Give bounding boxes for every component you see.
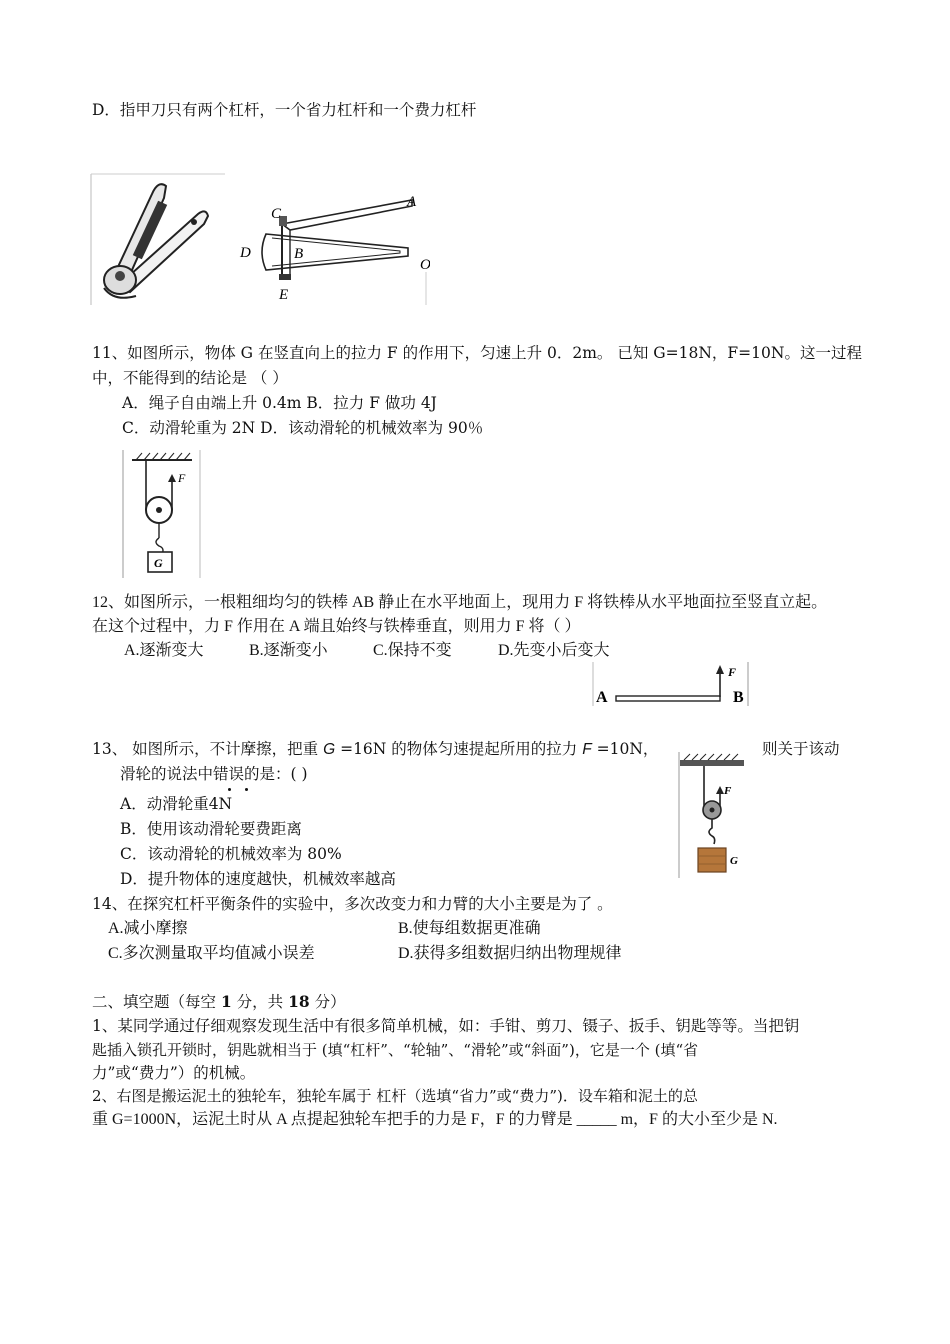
q11-stem-line1: 11、如图所示，物体 G 在竖直向上的拉力 F 的作用下，匀速上升 0．2m。 已知 G=18N，F=10N。这一过程 — [92, 344, 862, 362]
q12-label-b: B — [733, 689, 744, 706]
label-e: E — [279, 287, 289, 303]
q13-label-g: G — [730, 855, 738, 867]
q12-option-a: A.逐渐变大 — [124, 642, 204, 659]
section2-heading-n2: 18 — [288, 992, 310, 1011]
q11-label-f: F — [178, 471, 186, 485]
section2-heading-post: 分） — [309, 993, 346, 1011]
q13-stem-part2: =16N 的物体匀速提起所用的拉力 — [335, 740, 583, 758]
label-b: B — [294, 246, 304, 262]
s2-q1-line2: 匙插入锁孔开锁时，钥匙就相当于 (填“杠杆”、“轮轴”、“滑轮”或“斜面”)，它是一个 (填“省 — [92, 1041, 699, 1059]
q13-stem-line1 — [92, 739, 658, 760]
label-a: A — [407, 194, 417, 210]
label-c: C — [271, 206, 282, 222]
nail-clipper-svg — [90, 172, 430, 306]
s2-q2-line1: 2、右图是搬运泥土的独轮车，独轮车属于 杠杆（选填“省力”或“费力”)．设车箱和泥土的总 — [92, 1087, 698, 1105]
emphasis-dot — [228, 788, 231, 791]
q11-pulley-figure — [122, 450, 202, 578]
q13-stem-tail: 则关于该动 — [762, 740, 840, 758]
q11-options-line2: C．动滑轮重为 2N D．该动滑轮的机械效率为 90％ — [122, 419, 484, 437]
emphasis-dot — [245, 788, 248, 791]
q13-option-a: A．动滑轮重4N — [120, 795, 233, 813]
q11-label-g: G — [154, 556, 163, 570]
label-o: O — [420, 257, 430, 273]
q12-rod-svg — [592, 662, 752, 706]
q13-stem-part3: =10N， — [591, 740, 659, 758]
q13-stem-line2: 滑轮的说法中错误的是：( ) — [120, 765, 308, 783]
q14-option-a: A.减小摩擦 — [108, 920, 188, 937]
q14-option-b: B.使每组数据更准确 — [398, 920, 541, 937]
q13-option-b: B．使用该动滑轮要费距离 — [120, 820, 302, 838]
q14-option-d: D.获得多组数据归纳出物理规律 — [398, 945, 622, 962]
section2-heading — [92, 992, 346, 1012]
section2-heading-n1: 1 — [220, 992, 232, 1011]
q13-stem-f: F — [582, 741, 592, 758]
section2-heading-pre: 二、填空题（每空 — [92, 993, 221, 1011]
q10-option-d: D．指甲刀只有两个杠杆，一个省力杠杆和一个费力杠杆 — [92, 101, 477, 119]
q13-option-c: C．该动滑轮的机械效率为 80% — [120, 845, 342, 863]
q13-pulley-figure — [678, 752, 750, 878]
q14-option-c: C.多次测量取平均值减小误差 — [108, 945, 315, 962]
s2-q2-line2: 重 G=1000N，运泥土时从 A 点提起独轮车把手的力是 F，F 的力臂是 _____ m，F 的大小至少是 N. — [92, 1111, 778, 1128]
q12-stem-line1: 12、如图所示，一根粗细均匀的铁棒 AB 静止在水平地面上，现用力 F 将铁棒从水平地面拉至竖直立起。 — [92, 594, 828, 611]
q13-stem-g: G — [323, 741, 336, 758]
q11-options-line1: A．绳子自由端上升 0.4m B．拉力 F 做功 4J — [122, 394, 437, 412]
q13-label-f: F — [724, 785, 732, 797]
nail-clipper-figure — [90, 172, 430, 306]
nail-clipper-photo — [104, 184, 208, 298]
q12-label-f: F — [728, 665, 737, 679]
section2-heading-mid: 分，共 — [231, 993, 289, 1011]
s2-q1-line3: 力”或“费力”）的机械。 — [92, 1064, 256, 1082]
q12-option-c: C.保持不变 — [373, 642, 452, 659]
nail-clipper-schematic — [239, 194, 430, 303]
q13-option-d: D．提升物体的速度越快，机械效率越高 — [120, 870, 396, 888]
q11-pulley-svg — [122, 450, 202, 578]
q12-label-a: A — [596, 689, 608, 706]
q12-rod-figure — [592, 662, 752, 706]
s2-q1-line1: 1、某同学通过仔细观察发现生活中有很多简单机械，如：手钳、剪刀、镊子、扳手、钥匙等等。当把钥 — [92, 1017, 800, 1035]
q11-stem-line2: 中，不能得到的结论是 （ ） — [92, 369, 288, 387]
q14-stem: 14、在探究杠杆平衡条件的实验中，多次改变力和力臂的大小主要是为了 。 — [92, 895, 613, 913]
q12-stem-line2: 在这个过程中，力 F 作用在 A 端且始终与铁棒垂直，则用力 F 将（ ） — [92, 618, 581, 635]
q13-stem-part1: 13、 如图所示，不计摩擦，把重 — [92, 740, 324, 758]
q13-pulley-svg — [678, 752, 750, 878]
q12-option-d: D.先变小后变大 — [498, 642, 610, 659]
label-d: D — [240, 245, 251, 261]
q12-option-b: B.逐渐变小 — [249, 642, 328, 659]
